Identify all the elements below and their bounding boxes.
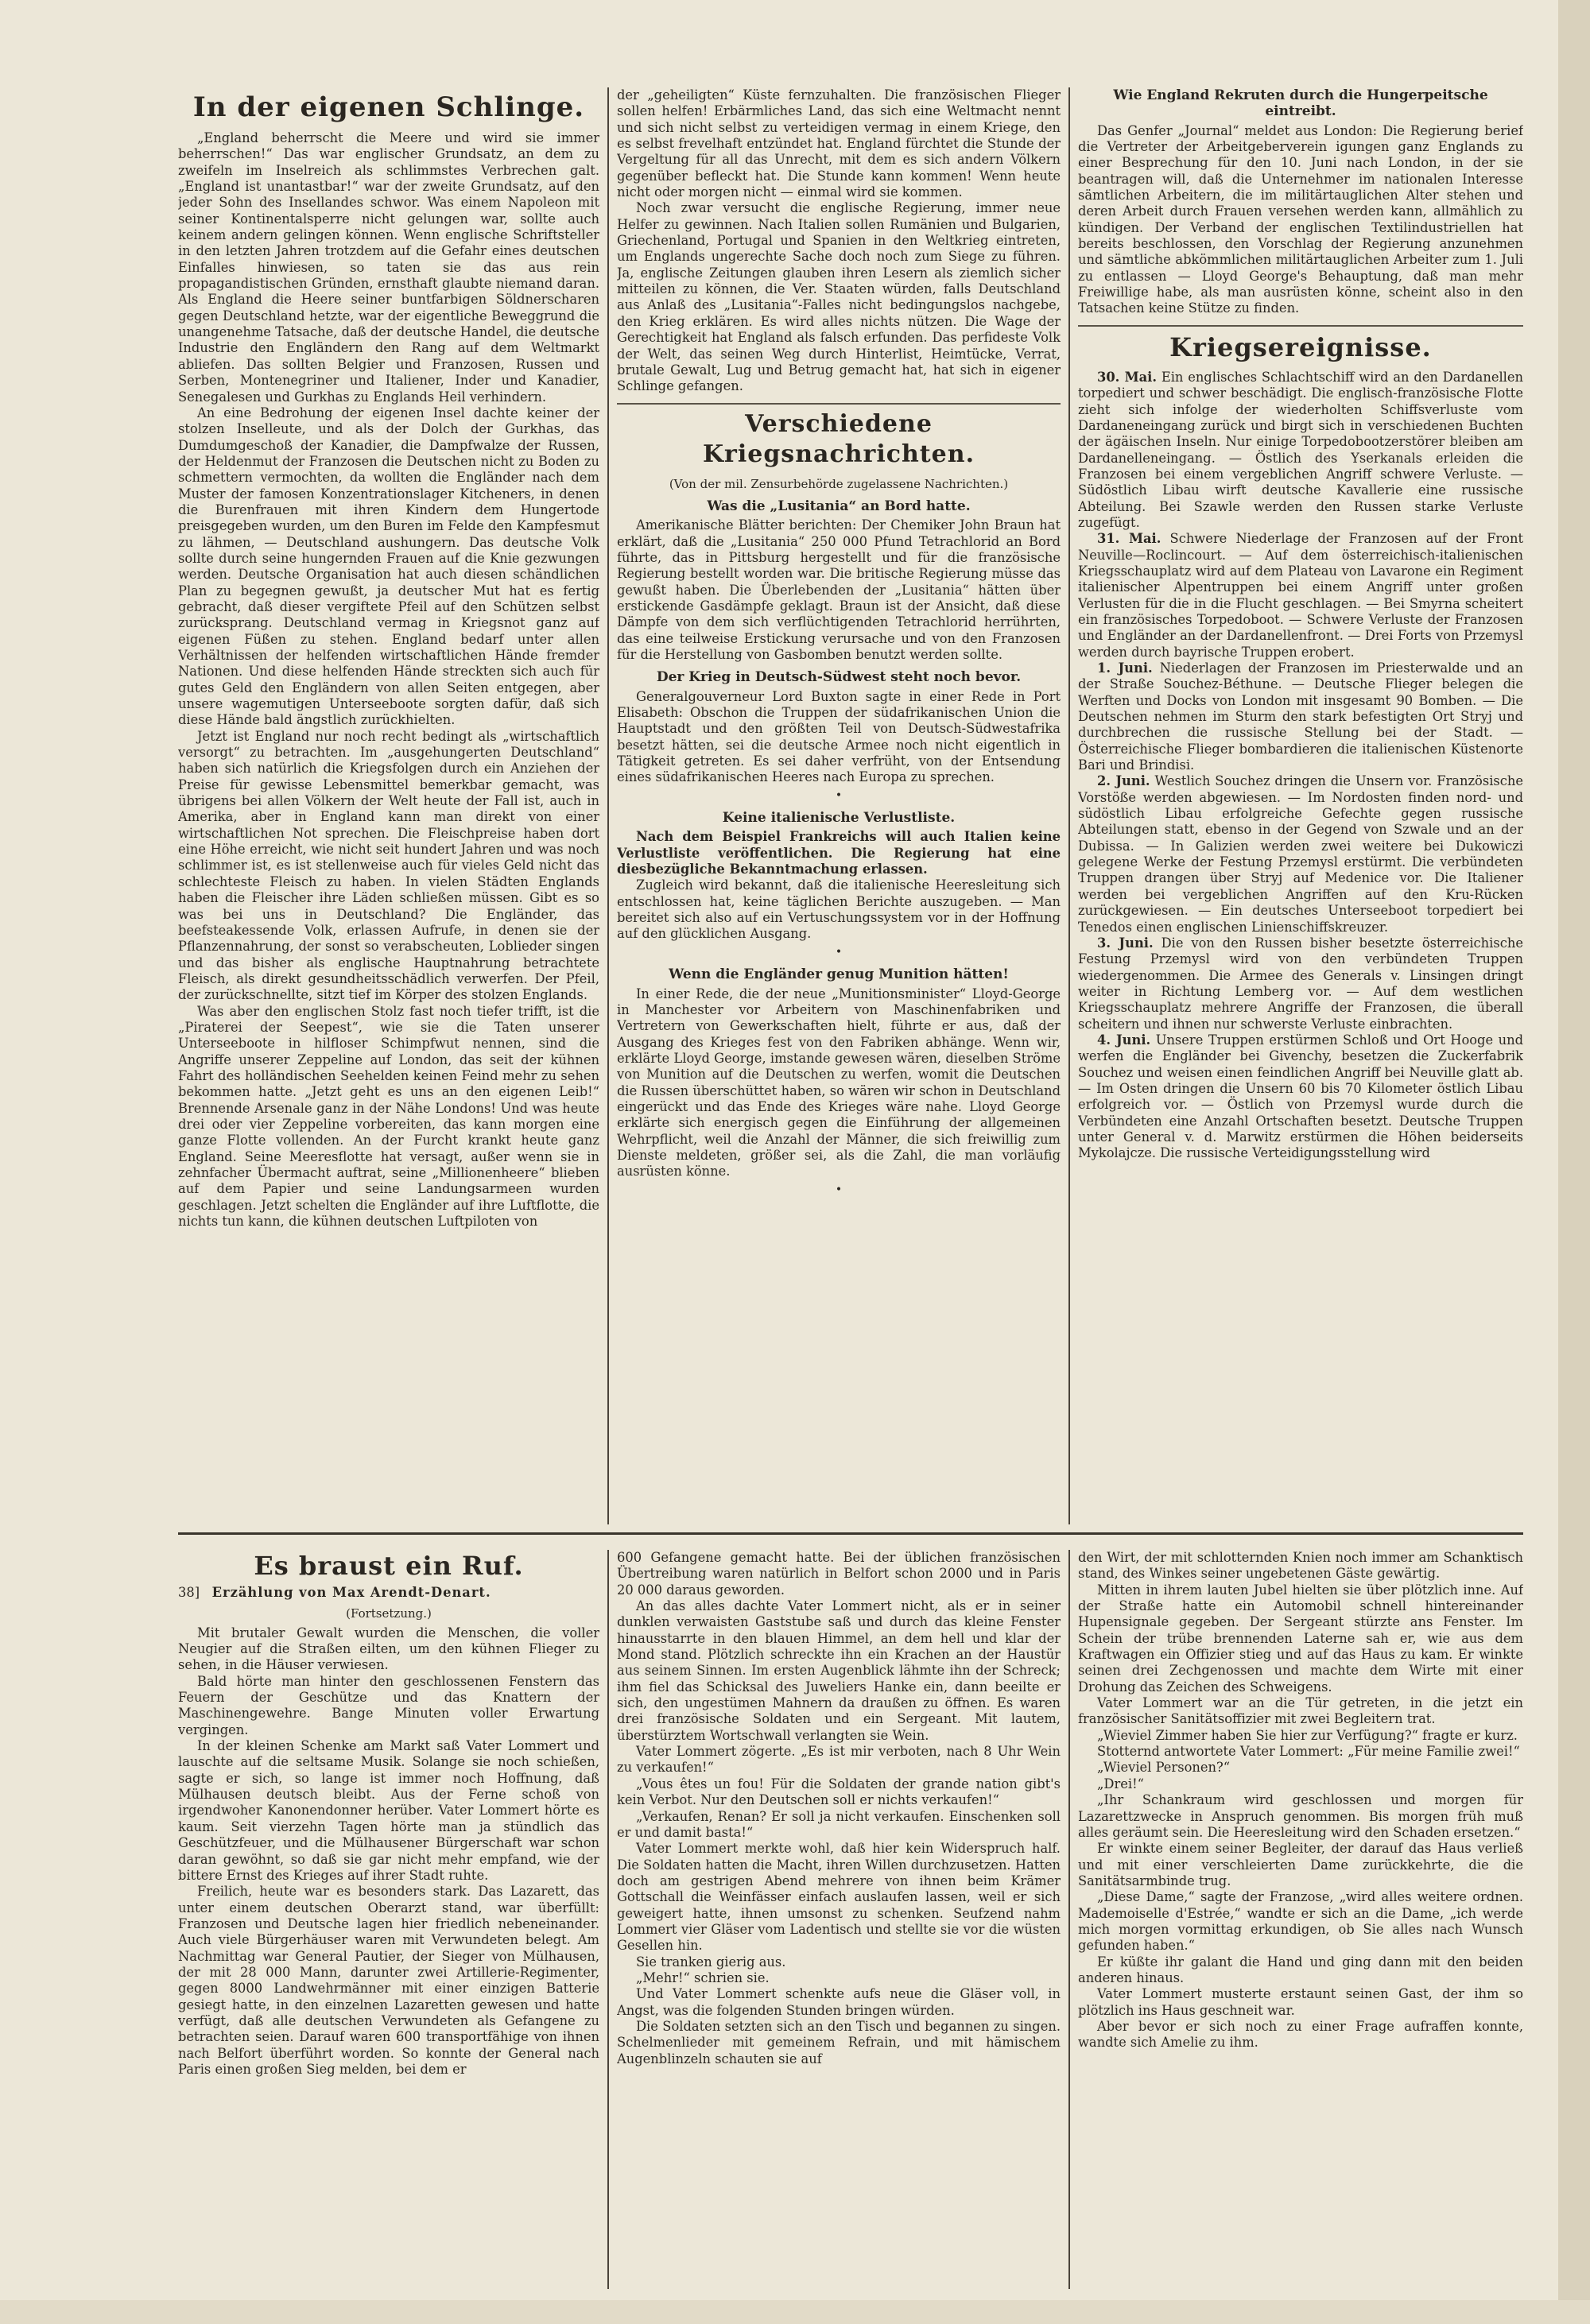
serial-paragraph: „Wieviel Personen?“ [1097,1760,1231,1776]
paper-edge-bottom [0,2300,1590,2324]
event-text: Ein englisches Schlachtschiff wird an den Dardanellen torpediert und schwer beschädigt. Die englisch-französische Flotte zieht sich infolge der wiederholten Schiffsverluste vom Dardaneneingang zurück und birgt sich in verschiedenen Buchten der ägäischen Inseln. Nur einige Torpedobootzerstörer bleiben am Dardanelleneingang. — Östlich des Yserkanals erleiden die Franzosen bei einem vergeblichen Angriff schwere Verluste. — Südöstlich Libau wirft deutsche Kavallerie eine russische Abteilung. Bei Szawle werden den Russen starke Verluste zugefügt. [1078,369,1523,530]
subheading-lusitania: Was die „Lusitania“ an Bord hatte. [707,498,971,514]
event-entry [1078,1032,1523,1162]
article-paragraph: Zugleich wird bekannt, daß die italienische Heeresleitung sich entschlossen hat, keine täglichen Berichte auszugeben. — Man bereitet sich also auf ein Vertuschungssystem vor in der Hoffnung auf den glücklichen Ausgang. [617,877,1061,942]
serial-paragraph: Mitten in ihrem lauten Jubel hielten sie über plötzlich inne. Auf der Straße hatte ein Automobil schnell hintereinander Hupensignale gegeben. Der Sergeant stürzte ans Fenster. Im Schein der trübe brennenden Laterne sah er, wie aus dem Kraftwagen ein Offizier stieg und auf das Haus zu kam. Er winkte seinen drei Zechgenossen und machte dem Wirte mit einer Drohung das Zeichen des Schweigens. [1078,1582,1523,1695]
article-paragraph: Amerikanische Blätter berichten: Der Chemiker John Braun hat erklärt, daß die „Lusitania“ 250 000 Pfund Tetrachlorid an Bord führte, das in Pittsburg hergestellt und für die französische Regierung bestellt worden war. Die britische Regierung müsse das gewußt haben. Die Überlebenden der „Lusitania“ hätten über erstickende Gasdämpfe geklagt. Braun ist der Ansicht, daß diese Dämpfe von dem sich verflüchtigenden Tetrachlorid herrührten, das eine teilweise Erstickung verursache und von den Franzosen für die Herstellung von Gasbomben benutzt werden sollte. [617,517,1061,662]
serial-column-2 [617,1550,1061,2289]
serial-continuation: (Fortsetzung.) [346,1606,432,1621]
article-note: (Von der mil. Zensurbehörde zugelassene Nachrichten.) [669,476,1009,491]
article-paragraph: Das Genfer „Journal“ meldet aus London: Die Regierung berief die Vertreter der Arbeitgeberverein igungen ganz Englands zu einer Besprechung für den 10. Juni nach London, in der sie beantragen will, daß die Unternehmer im nationalen Interesse sämtlichen Arbeitern, die im militärtauglichen Alter stehen und deren Arbeit durch Frauen versehen werden kann, allmählich zu kündigen. Der Verband der englischen Textilindustriellen hat bereits beschlossen, den Vorschlag der Regierung anzunehmen und sämtliche abkömmlichen militärtauglichen Arbeiter zum 1. Juli zu entlassen — Lloyd George's Behauptung, daß man mehr Freiwillige habe, als man ausrüsten könne, scheint also in den Tatsachen keine Stütze zu finden. [1078,122,1523,316]
serial-paragraph: „Verkaufen, Renan? Er soll ja nicht verkaufen. Einschenken soll er und damit basta!“ [617,1808,1061,1840]
column-divider [607,1550,609,2289]
serial-paragraph: Er winkte einem seiner Begleiter, der darauf das Haus verließ und mit einer verschleierten Dame zurückkehrte, die die Sanitätsarmbinde trug. [1078,1841,1523,1888]
serial-paragraph: Vater Lommert musterte erstaunt seinen Gast, der ihm so plötzlich ins Haus geschneit war. [1078,1986,1523,2018]
article-paragraph: der „geheiligten“ Küste fernzuhalten. Die französischen Flieger sollen helfen! Erbärmliches Land, das sich eine Weltmacht nennt und sich nicht selbst zu verteidigen vermag in einem Kriege, den es selbst frevelhaft entzündet hat. England fürchtet die Stunde der Vergeltung für all das Unrecht, mit dem es sich andern Völkern gegenüber befleckt hat. Die Stunde kann kommen! Wenn heute nicht oder morgen nicht — einmal wird sie kommen. [617,87,1061,200]
event-date: 31. Mai. [1097,531,1161,547]
event-date: 3. Juni. [1097,935,1154,951]
article-title-schlinge: In der eigenen Schlinge. [192,91,585,123]
event-entry [1078,370,1523,531]
event-date: 4. Juni. [1097,1032,1151,1048]
event-entry [1078,531,1523,660]
article-separator [1078,325,1523,327]
article-paragraph: In einer Rede, die der neue „Munitionsminister“ Lloyd-George in Manchester vor Arbeitern von Maschinenfabriken und Vertretern von Gewerkschaften hielt, führte er aus, daß der Ausgang des Krieges fest von den Fabriken abhänge. Wenn wir, erklärte Lloyd George, imstande gewesen wären, dieselben Ströme von Munition auf die Deutschen zu werfen, womit die Deutschen die Russen überschüttet haben, so wären wir schon in Deutschland eingerückt und das Ende des Krieges wäre nahe. Lloyd George erklärte sich energisch gegen die Einführung der allgemeinen Wehrpflicht, weil die Anzahl der Männer, die sich freiwillig zum Dienste meldeten, größer sei, als die Zahl, die man vorläufig ausrüsten könne. [617,986,1061,1179]
event-date: 30. Mai. [1097,369,1158,385]
article-title-kriegsnachrichten: Verschiedene Kriegsnachrichten. [702,409,975,468]
article-lead: Nach dem Beispiel Frankreichs will auch Italien keine Verlustliste veröffentlichen. Die Regierung hat eine diesbezügliche Bekanntmachung erlassen. [617,829,1061,877]
serial-paragraph: Vater Lommert merkte wohl, daß hier kein Widerspruch half. Die Soldaten hatten die Macht, ihren Willen durchzusetzen. Hatten doch am gestrigen Abend mehrere von ihnen beim Krämer Gottschall die Weinfässer einfach auslaufen lassen, weil er sich geweigert hatte, ihnen umsonst zu schenken. Seufzend nahm Lommert vier Gläser vom Ladentisch und stellte sie vor die wüsten Gesellen hin. [617,1841,1061,1954]
column-2 [617,87,1061,1524]
article-paragraph: Noch zwar versucht die englische Regierung, immer neue Helfer zu gewinnen. Nach Italien sollen Rumänien und Bulgarien, Griechenland, Portugal und Spanien in den Weltkrieg eintreten, um Englands ungerechte Sache doch noch zum Siege zu führen. Ja, englische Zeitungen glauben ihren Lesern als ziemlich sicher mitteilen zu können, die Ver. Staaten würden, falls Deutschland aus Anlaß des „Lusitania“-Falles nicht bedingungslos nachgebe, den Krieg erklären. Es wird alles nichts nützen. Die Wage der Gerechtigkeit hat England als falsch erfunden. Das perfideste Volk der Welt, das seinen Weg durch Hinterlist, Heimtücke, Verrat, brutale Gewalt, Lug und Betrug gemacht hat, hat sich in eigener Schlinge gefangen. [617,200,1061,394]
serial-byline: Erzählung von Max Arendt-Denart. [211,1585,491,1600]
serial-paragraph: Aber bevor er sich noch zu einer Frage aufraffen konnte, wandte sich Amelie zu ihm. [1078,2018,1523,2051]
separator-star: • [835,1183,843,1196]
serial-paragraph: Er küßte ihr galant die Hand und ging dann mit den beiden anderen hinaus. [1078,1954,1523,1985]
serial-paragraph: „Diese Dame,“ sagte der Franzose, „wird alles weitere ordnen. Mademoiselle d'Estrée,“ wandte er sich an die Dame, „ich werde mich morgen vormittag erkundigen, ob Sie alles nach Wunsch gefunden haben.“ [1078,1889,1523,1954]
event-text: Schwere Niederlage der Franzosen auf der Front Neuville—Roclincourt. — Auf dem österreichisch-italienischen Kriegsschauplatz wird auf dem Plateau von Lavarone ein Regiment italienischer Alpentruppen bei einem Angriff unter großen Verlusten für die in die Flucht geschlagen. — Bei Smyrna scheitert ein französisches Torpedoboot. — Schwere Verluste der Franzosen und Engländer an der Dardanellenfront. — Drei Forts von Przemysl werden durch bayrische Truppen erobert. [1078,531,1523,660]
serial-paragraph: Und Vater Lommert schenkte aufs neue die Gläser voll, in Angst, was die folgenden Stunden bringen würden. [617,1986,1061,2018]
column-3 [1078,87,1523,1524]
serial-title: Es braust ein Ruf. [254,1551,524,1581]
serial-paragraph: „Drei!“ [1097,1776,1144,1791]
serial-paragraph: „Ihr Schankraum wird geschlossen und morgen für Lazarettzwecke in Anspruch genommen. Bis morgen früh muß alles geräumt sein. Die Heeresleitung wird den Schaden ersetzen.“ [1078,1792,1523,1840]
event-entry [1078,935,1523,1032]
serial-column-3 [1078,1550,1523,2289]
serial-paragraph: Stotternd antwortete Vater Lommert: „Für meine Familie zwei!“ [1097,1744,1520,1760]
article-paragraph: Was aber den englischen Stolz fast noch tiefer trifft, ist die „Piraterei der Seepest“, wie sie die Taten unserer Unterseeboote in hilfloser Schimpfwut nennen, sind die Angriffe unserer Zeppeline auf London, das seit der kühnen Fahrt des holländischen Seehelden keinen Feind mehr zu sehen bekommen hatte. „Jetzt geht es uns an den eigenen Leib!“ Brennende Arsenale ganz in der Nähe Londons! Und was heute drei oder vier Zeppeline vorbereiten, das kann morgen eine ganze Flotte vollenden. An der Furcht krankt heute ganz England. Seine Meeresflotte hat versagt, außer wenn sie in zehnfacher Übermacht auftrat, seine „Millionenheere“ blieben auf dem Papier und seine Landungsarmeen wurden geschlagen. Jetzt schelten die Engländer auf ihre Luftflotte, die nichts tun kann, die kühnen deutschen Luftpiloten von [178,1003,599,1230]
event-text: Westlich Souchez dringen die Unsern vor. Französische Vorstöße werden abgewiesen. — Im Nordosten finden nord- und südöstlich Libau erfolgreiche Gefechte gegen russische Abteilungen statt, ebenso in der Gegend von Szwale und an der Dubissa. — In Galizien werden zwei weitere bei Dukowiczi gelegene Werke der Festung Przemysl erstürmt. Die verbündeten Truppen drangen über Stryj auf Medenice vor. Die Italiener werden bei vergeblichen Angriffen auf den Kru-Rücken zurückgewiesen. — Ein deutsches Unterseeboot torpediert bei Tenedos einen englischen Linienschiffskreuzer. [1078,773,1523,935]
serial-paragraph: Bald hörte man hinter den geschlossenen Fenstern das Feuern der Geschütze und das Knattern der Maschinengewehre. Bange Minuten voller Erwartung vergingen. [178,1673,599,1737]
serial-paragraph: Freilich, heute war es besonders stark. Das Lazarett, das unter einem deutschen Oberarzt stand, war überfüllt: Franzosen und Deutsche lagen hier friedlich nebeneinander. Auch viele Bürgerhäuser waren mit Verwundeten belegt. Am Nachmittag war General Pautier, der Sieger von Mülhausen, der mit 28 000 Mann, darunter zwei Artillerie-Regimenter, gegen 8000 Landwehrmänner mit einer einzigen Batterie gesiegt hatte, in den einzelnen Lazaretten gewesen und hatte verfügt, daß alle deutschen Verwundeten als Gefangene zu betrachten seien. Darauf waren 600 transportfähige von ihnen nach Belfort überführt worden. So konnte der General nach Paris einen großen Sieg melden, bei dem er [178,1884,599,2077]
article-paragraph: Jetzt ist England nur noch recht bedingt als „wirtschaftlich versorgt“ zu betrachten. Im „ausgehungerten Deutschland“ haben sich natürlich die Kriegsfolgen durch ein Anziehen der Preise für gewisse Lebensmittel bemerkbar gemacht, was übrigens bei allen Völkern der Welt heute der Fall ist, auch in Amerika, aber in England kann man direkt von einer wirtschaftlichen Not sprechen. Die Fleischpreise haben dort eine Höhe erreicht, wie nicht seit hundert Jahren und was noch schlimmer ist, es ist stellenweise auch für vieles Geld nicht das schlechteste Fleisch zu haben. In vielen Städten Englands haben die Fleischer ihre Läden schließen müssen. Gibt es so was bei uns in Deutschland? Die Engländer, das beefsteakessende Volk, erlassen Aufrufe, in denen sie der Pflanzennahrung, der sonst so verabscheuten, Loblieder singen und das bisher als englische Hauptnahrung betrachtete Fleisch, als direkt gesundheitsschädlich verwerfen. Der Pfeil, der zurückschnellte, sitzt tief im Körper des stolzen Englands. [178,728,599,1003]
column-divider [1068,1550,1070,2289]
serial-column-1 [178,1550,599,2289]
article-separator [617,403,1061,405]
serial-paragraph: „Mehr!“ schrien sie. [636,1970,770,1985]
serial-paragraph: Sie tranken gierig aus. [636,1954,786,1970]
article-title-rekruten: Wie England Rekruten durch die Hungerpeitsche eintreibt. [1113,87,1488,120]
serial-paragraph: „Wieviel Zimmer haben Sie hier zur Verfügung?“ fragte er kurz. [1097,1727,1518,1743]
serial-paragraph: Mit brutaler Gewalt wurden die Menschen, die voller Neugier auf die Straßen eilten, um den kühnen Flieger zu sehen, in die Häuser verwiesen. [178,1625,599,1673]
serial-paragraph: Vater Lommert war an die Tür getreten, in die jetzt ein französischer Sanitätsoffizier mit zwei Begleitern trat. [1078,1695,1523,1727]
article-title-kriegsereignisse: Kriegsereignisse. [1169,331,1432,362]
event-entry [1078,660,1523,773]
serial-paragraph: An das alles dachte Vater Lommert nicht, als er in seiner dunklen verwaisten Gaststube saß und durch das kleine Fenster hinausstarrte in den blauen Himmel, an dem hell und klar der Mond stand. Plötzlich schreckte ihn ein Krachen an der Haustür aus seinem Sinnen. Im ersten Augenblick lähmte ihn der Schreck; ihm fiel das Schicksal des Juweliers Hanke ein, dann beeilte er sich, den ungestümen Mahnern da draußen zu öffnen. Es waren drei französische Soldaten und ein Sergeant. Mit lautem, überstürztem Wortschwall verlangten sie Wein. [617,1598,1061,1743]
event-entry [1078,773,1523,935]
column-divider [1068,87,1070,1524]
serial-paragraph: 600 Gefangene gemacht hatte. Bei der üblichen französischen Übertreibung waren natürlich in Belfort schon 2000 und in Paris 20 000 daraus geworden. [617,1550,1061,1598]
serial-paragraph: Die Soldaten setzten sich an den Tisch und begannen zu singen. Schelmenlieder mit gemeinem Refrain, und mit hämischem Augenblinzeln schauten sie auf [617,2018,1061,2066]
serial-byline-row [178,1585,599,1601]
feuilleton-rule [178,1532,1523,1535]
serial-paragraph: Vater Lommert zögerte. „Es ist mir verboten, nach 8 Uhr Wein zu verkaufen!“ [617,1744,1061,1776]
event-text: Die von den Russen bisher besetzte österreichische Festung Przemysl wird von den verbündeten Truppen wiedergenommen. Die Armee des Generals v. Linsingen dringt weiter in Richtung Lemberg vor. — Auf dem westlichen Kriegsschauplatz mehrere Angriffe der Franzosen, die überall scheitern und ihnen nur schwerste Verluste einbrachten. [1078,935,1523,1032]
serial-number: 38] [178,1585,200,1600]
subheading-munition: Wenn die Engländer genug Munition hätten! [669,966,1009,983]
event-text: Niederlagen der Franzosen im Priesterwalde und an der Straße Souchez-Béthune. — Deutsche Flieger belegen die Werften und Docks von London mit insgesamt 90 Bomben. — Die Deutschen nehmen im Sturm den stark befestigten Ort Stryj und durchbrechen die russische Stellung bei der Stadt. — Österreichische Flieger bombardieren die italienischen Küstenorte Bari und Brindisi. [1078,660,1523,773]
article-paragraph: Generalgouverneur Lord Buxton sagte in einer Rede in Port Elisabeth: Obschon die Truppen der südafrikanischen Union die Hauptstadt und den größten Teil von Deutsch-Südwestafrika besetzt hätten, sei die deutsche Armee noch nicht eigentlich in Tätigkeit getreten. Es sei daher verfrüht, von der Entsendung eines südafrikanischen Heeres nach Europa zu sprechen. [617,688,1061,785]
separator-star: • [835,945,843,959]
subheading-verlustliste: Keine italienische Verlustliste. [722,810,956,827]
separator-star: • [835,788,843,802]
serial-paragraph: „Vous êtes un fou! Für die Soldaten der grande nation gibt's kein Verbot. Nur den Deutschen soll er nichts verkaufen!“ [617,1776,1061,1808]
event-date: 1. Juni. [1097,660,1153,676]
article-paragraph: An eine Bedrohung der eigenen Insel dachte keiner der stolzen Inselleute, und als der Dolch der Gurkhas, das Dumdumgeschoß der Kanadier, die Dampfwalze der Russen, der Heldenmut der Franzosen die Deutschen nicht zu Boden zu schmettern vermochten, da wollten die Engländer nach dem Muster der famosen Konzentrationslager Kitcheners, in denen die Burenfrauen mit ihren Kindern dem Hungertode preisgegeben wurden, um den Buren im Felde den Kampfesmut zu lähmen, — Deutschland aushungern. Das deutsche Volk sollte durch seine hungernden Frauen auf die Knie gezwungen werden. Deutsche Organisation hat auch diesen schändlichen Plan zu begegnen gewußt, ja deutscher Mut hat es fertig gebracht, daß dieser vergiftete Pfeil auf den Schützen selbst zurücksprang. Deutschland vermag in Kriegsnot ganz auf eigenen Füßen zu stehen. England bedarf unter allen Verhältnissen der helfenden wirtschaftlichen Hände fremder Nationen. Und diese helfenden Hände streckten sich auch für gutes Geld den Engländern von allen Seiten entgegen, aber unsere wagemutigen Unterseeboote sorgten dafür, daß sich diese Hände bald ängstlich zurückhielten. [178,405,599,728]
event-text: Unsere Truppen erstürmen Schloß und Ort Hooge und werfen die Engländer bei Givenchy, besetzen die Zuckerfabrik Souchez und weisen einen feindlichen Angriff bei Neuville glatt ab. — Im Osten dringen die Unsern 60 bis 70 Kilometer östlich Libau erfolgreich vor. — Östlich von Przemysl wurde durch die Verbündeten eine Anzahl Ortschaften besetzt. Deutsche Truppen unter General v. d. Marwitz erstürmen die Höhen beiderseits Mykolajcze. Die russische Verteidigungsstellung wird [1078,1032,1523,1161]
article-paragraph: „England beherrscht die Meere und wird sie immer beherrschen!“ Das war englischer Grundsatz, an dem zu zweifeln im Inselreich als schlimmstes Verbrechen galt. „England ist unantastbar!“ war der zweite Grundsatz, auf den jeder Sohn des Insellandes schwor. Was einem Napoleon mit seiner Kontinentalsperre nicht gelungen war, sollte auch keinem andern gelingen können. Wenn englische Schriftsteller in den letzten Jahren trotzdem auf die Gefahr eines deutschen Einfalles hinwiesen, so taten sie das aus rein propagandistischen Gründen, ernsthaft glaubte niemand daran. Als England die Heere seiner buntfarbigen Söldnerscharen gegen Deutschland hetzte, war der eigentliche Beweggrund die unangenehme Tatsache, daß der deutsche Handel, die deutsche Industrie den Engländern den Rang auf dem Weltmarkt abliefen. Das sollten Belgier und Franzosen, Russen und Serben, Montenegriner und Italiener, Inder und Kanadier, Senegalesen und Gurkhas zu Englands Heil verhindern. [178,130,599,405]
paper-edge-right [1558,0,1590,2324]
subheading-deutsch-suedwest: Der Krieg in Deutsch-Südwest steht noch bevor. [656,669,1022,686]
event-date: 2. Juni. [1097,773,1150,789]
serial-paragraph: den Wirt, der mit schlotternden Knien noch immer am Schanktisch stand, des Winkes seiner ungebetenen Gäste gewärtig. [1078,1550,1523,1582]
serial-paragraph: In der kleinen Schenke am Markt saß Vater Lommert und lauschte auf die seltsame Musik. Solange sie noch schießen, sagte er sich, so lange ist immer noch Hoffnung, daß Mülhausen deutsch bleibt. Aus der Ferne schoß von irgendwoher Kanonendonner herüber. Vater Lommert hörte es kaum. Seit vierzehn Tagen hörte man ja stündlich das Geschützfeuer, und die Mülhausener Bürgerschaft war schon daran gewöhnt, so daß sie gar nicht mehr empfand, wie der bittere Ernst des Krieges auf ihrer Stadt ruhte. [178,1738,599,1883]
column-1 [178,87,599,1524]
column-divider [607,87,609,1524]
